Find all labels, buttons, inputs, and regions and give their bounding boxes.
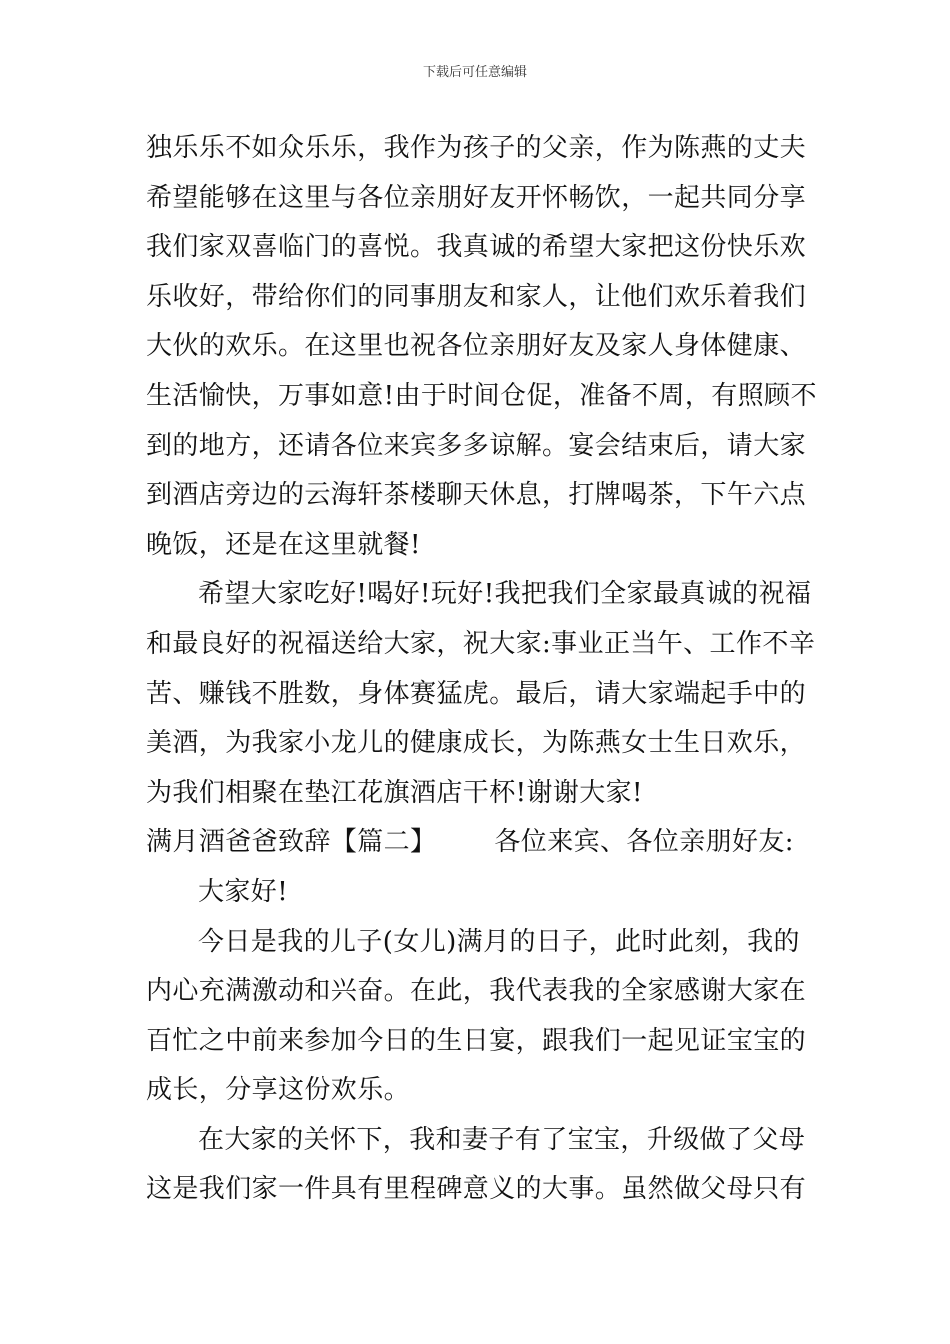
text-line: 希望能够在这里与各位亲朋好友开怀畅饮，一起共同分享 — [146, 182, 807, 213]
document-body — [146, 124, 817, 1215]
salutation: 各位来宾、各位亲朋好友: — [494, 827, 794, 858]
text-line: 和最良好的祝福送给大家，祝大家:事业正当午、工作不辛 — [146, 628, 816, 659]
text-line: 晚饭，还是在这里就餐! — [146, 529, 421, 560]
text-line: 百忙之中前来参加今日的生日宴，跟我们一起见证宝宝的 — [146, 1025, 807, 1056]
paragraph-start-line: 今日是我的儿子(女儿)满月的日子，此时此刻，我的 — [198, 926, 800, 957]
text-line: 美酒，为我家小龙儿的健康成长，为陈燕女士生日欢乐， — [146, 728, 807, 759]
text-line: 内心充满激动和兴奋。在此，我代表我的全家感谢大家在 — [146, 976, 807, 1007]
text-line: 为我们相聚在垫江花旗酒店干杯!谢谢大家! — [146, 777, 643, 808]
paragraph-start-line: 希望大家吃好!喝好!玩好!我把我们全家最真诚的祝福 — [198, 579, 812, 610]
page-header: 下载后可任意编辑 — [422, 65, 527, 80]
text-line: 到酒店旁边的云海轩茶楼聊天休息，打牌喝茶，下午六点 — [146, 480, 807, 511]
text-line: 苦、赚钱不胜数，身体赛猛虎。最后，请大家端起手中的 — [146, 678, 807, 709]
greeting-line: 大家好! — [198, 876, 289, 907]
text-line: 独乐乐不如众乐乐，我作为孩子的父亲，作为陈燕的丈夫 — [146, 133, 807, 163]
text-line: 这是我们家一件具有里程碑意义的大事。虽然做父母只有 — [146, 1174, 807, 1205]
text-line: 成长，分享这份欢乐。 — [146, 1075, 411, 1106]
text-line: 生活愉快，万事如意!由于时间仓促，准备不周，有照顾不 — [146, 380, 817, 411]
section-heading-line — [146, 818, 810, 868]
text-line: 大伙的欢乐。在这里也祝各位亲朋好友及家人身体健康、 — [146, 331, 807, 362]
text-line: 乐收好，带给你们的同事朋友和家人，让他们欢乐着我们 — [146, 281, 807, 312]
text-line: 我们家双喜临门的喜悦。我真诚的希望大家把这份快乐欢 — [146, 232, 807, 263]
paragraph-start-line: 在大家的关怀下，我和妻子有了宝宝，升级做了父母 — [198, 1124, 806, 1155]
section-heading: 满月酒爸爸致辞【篇二】 — [146, 827, 437, 858]
text-line: 到的地方，还请各位来宾多多谅解。宴会结束后，请大家 — [146, 430, 807, 461]
